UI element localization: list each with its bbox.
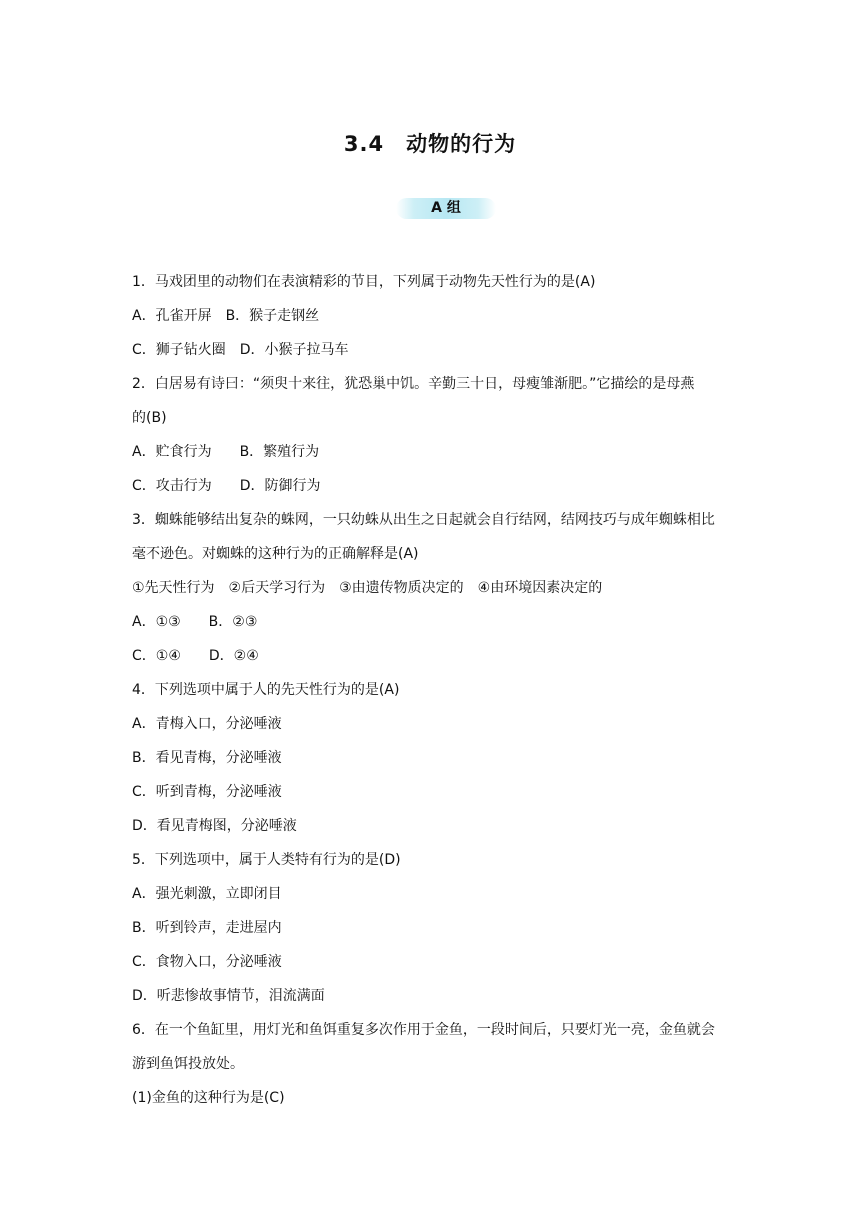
question-2: 2．白居易有诗曰：“须臾十来往，犹恐巢中饥。辛勤三十日，母瘦雏渐肥。”它描绘的是母燕 — [132, 376, 695, 392]
question-1-options-cd: C．狮子钻火圈 D．小猴子拉马车 — [132, 342, 349, 358]
question-4-option-c: C．听到青梅，分泌唾液 — [132, 784, 282, 800]
question-6-sub-1: (1)金鱼的这种行为是(C) — [132, 1090, 285, 1106]
question-5-option-d: D．听悲惨故事情节，泪流满面 — [132, 988, 325, 1004]
question-2-options-ab: A．贮食行为 B．繁殖行为 — [132, 444, 320, 460]
question-3-options-ab: A．①③ B．②③ — [132, 614, 258, 630]
question-5-option-b: B．听到铃声，走进屋内 — [132, 920, 282, 936]
question-4-option-d: D．看见青梅图，分泌唾液 — [132, 818, 297, 834]
question-1-options-ab: A．孔雀开屏 B．猴子走钢丝 — [132, 308, 320, 324]
question-4-option-a: A．青梅入口，分泌唾液 — [132, 716, 282, 732]
page-title: 3.4 动物的行为 — [343, 132, 517, 156]
question-4: 4．下列选项中属于人的先天性行为的是(A) — [132, 682, 400, 698]
question-4-option-b: B．看见青梅，分泌唾液 — [132, 750, 282, 766]
question-3-options-cd: C．①④ D．②④ — [132, 648, 259, 664]
question-6-cont: 游到鱼饵投放处。 — [132, 1056, 244, 1072]
question-5-option-c: C．食物入口，分泌唾液 — [132, 954, 282, 970]
group-badge: A 组 — [396, 198, 496, 219]
question-3-statements: ①先天性行为 ②后天学习行为 ③由遗传物质决定的 ④由环境因素决定的 — [132, 580, 603, 596]
question-3-cont: 毫不逊色。对蜘蛛的这种行为的正确解释是(A) — [132, 546, 419, 562]
question-1: 1．马戏团里的动物们在表演精彩的节目，下列属于动物先天性行为的是(A) — [132, 274, 596, 290]
question-5-option-a: A．强光刺激，立即闭目 — [132, 886, 282, 902]
question-6: 6．在一个鱼缸里，用灯光和鱼饵重复多次作用于金鱼，一段时间后，只要灯光一亮，金鱼就会 — [132, 1022, 715, 1038]
question-5: 5．下列选项中，属于人类特有行为的是(D) — [132, 852, 401, 868]
question-3: 3．蜘蛛能够结出复杂的蛛网，一只幼蛛从出生之日起就会自行结网，结网技巧与成年蜘蛛相比 — [132, 512, 715, 528]
question-2-cont: 的(B) — [132, 410, 167, 426]
question-2-options-cd: C．攻击行为 D．防御行为 — [132, 478, 321, 494]
